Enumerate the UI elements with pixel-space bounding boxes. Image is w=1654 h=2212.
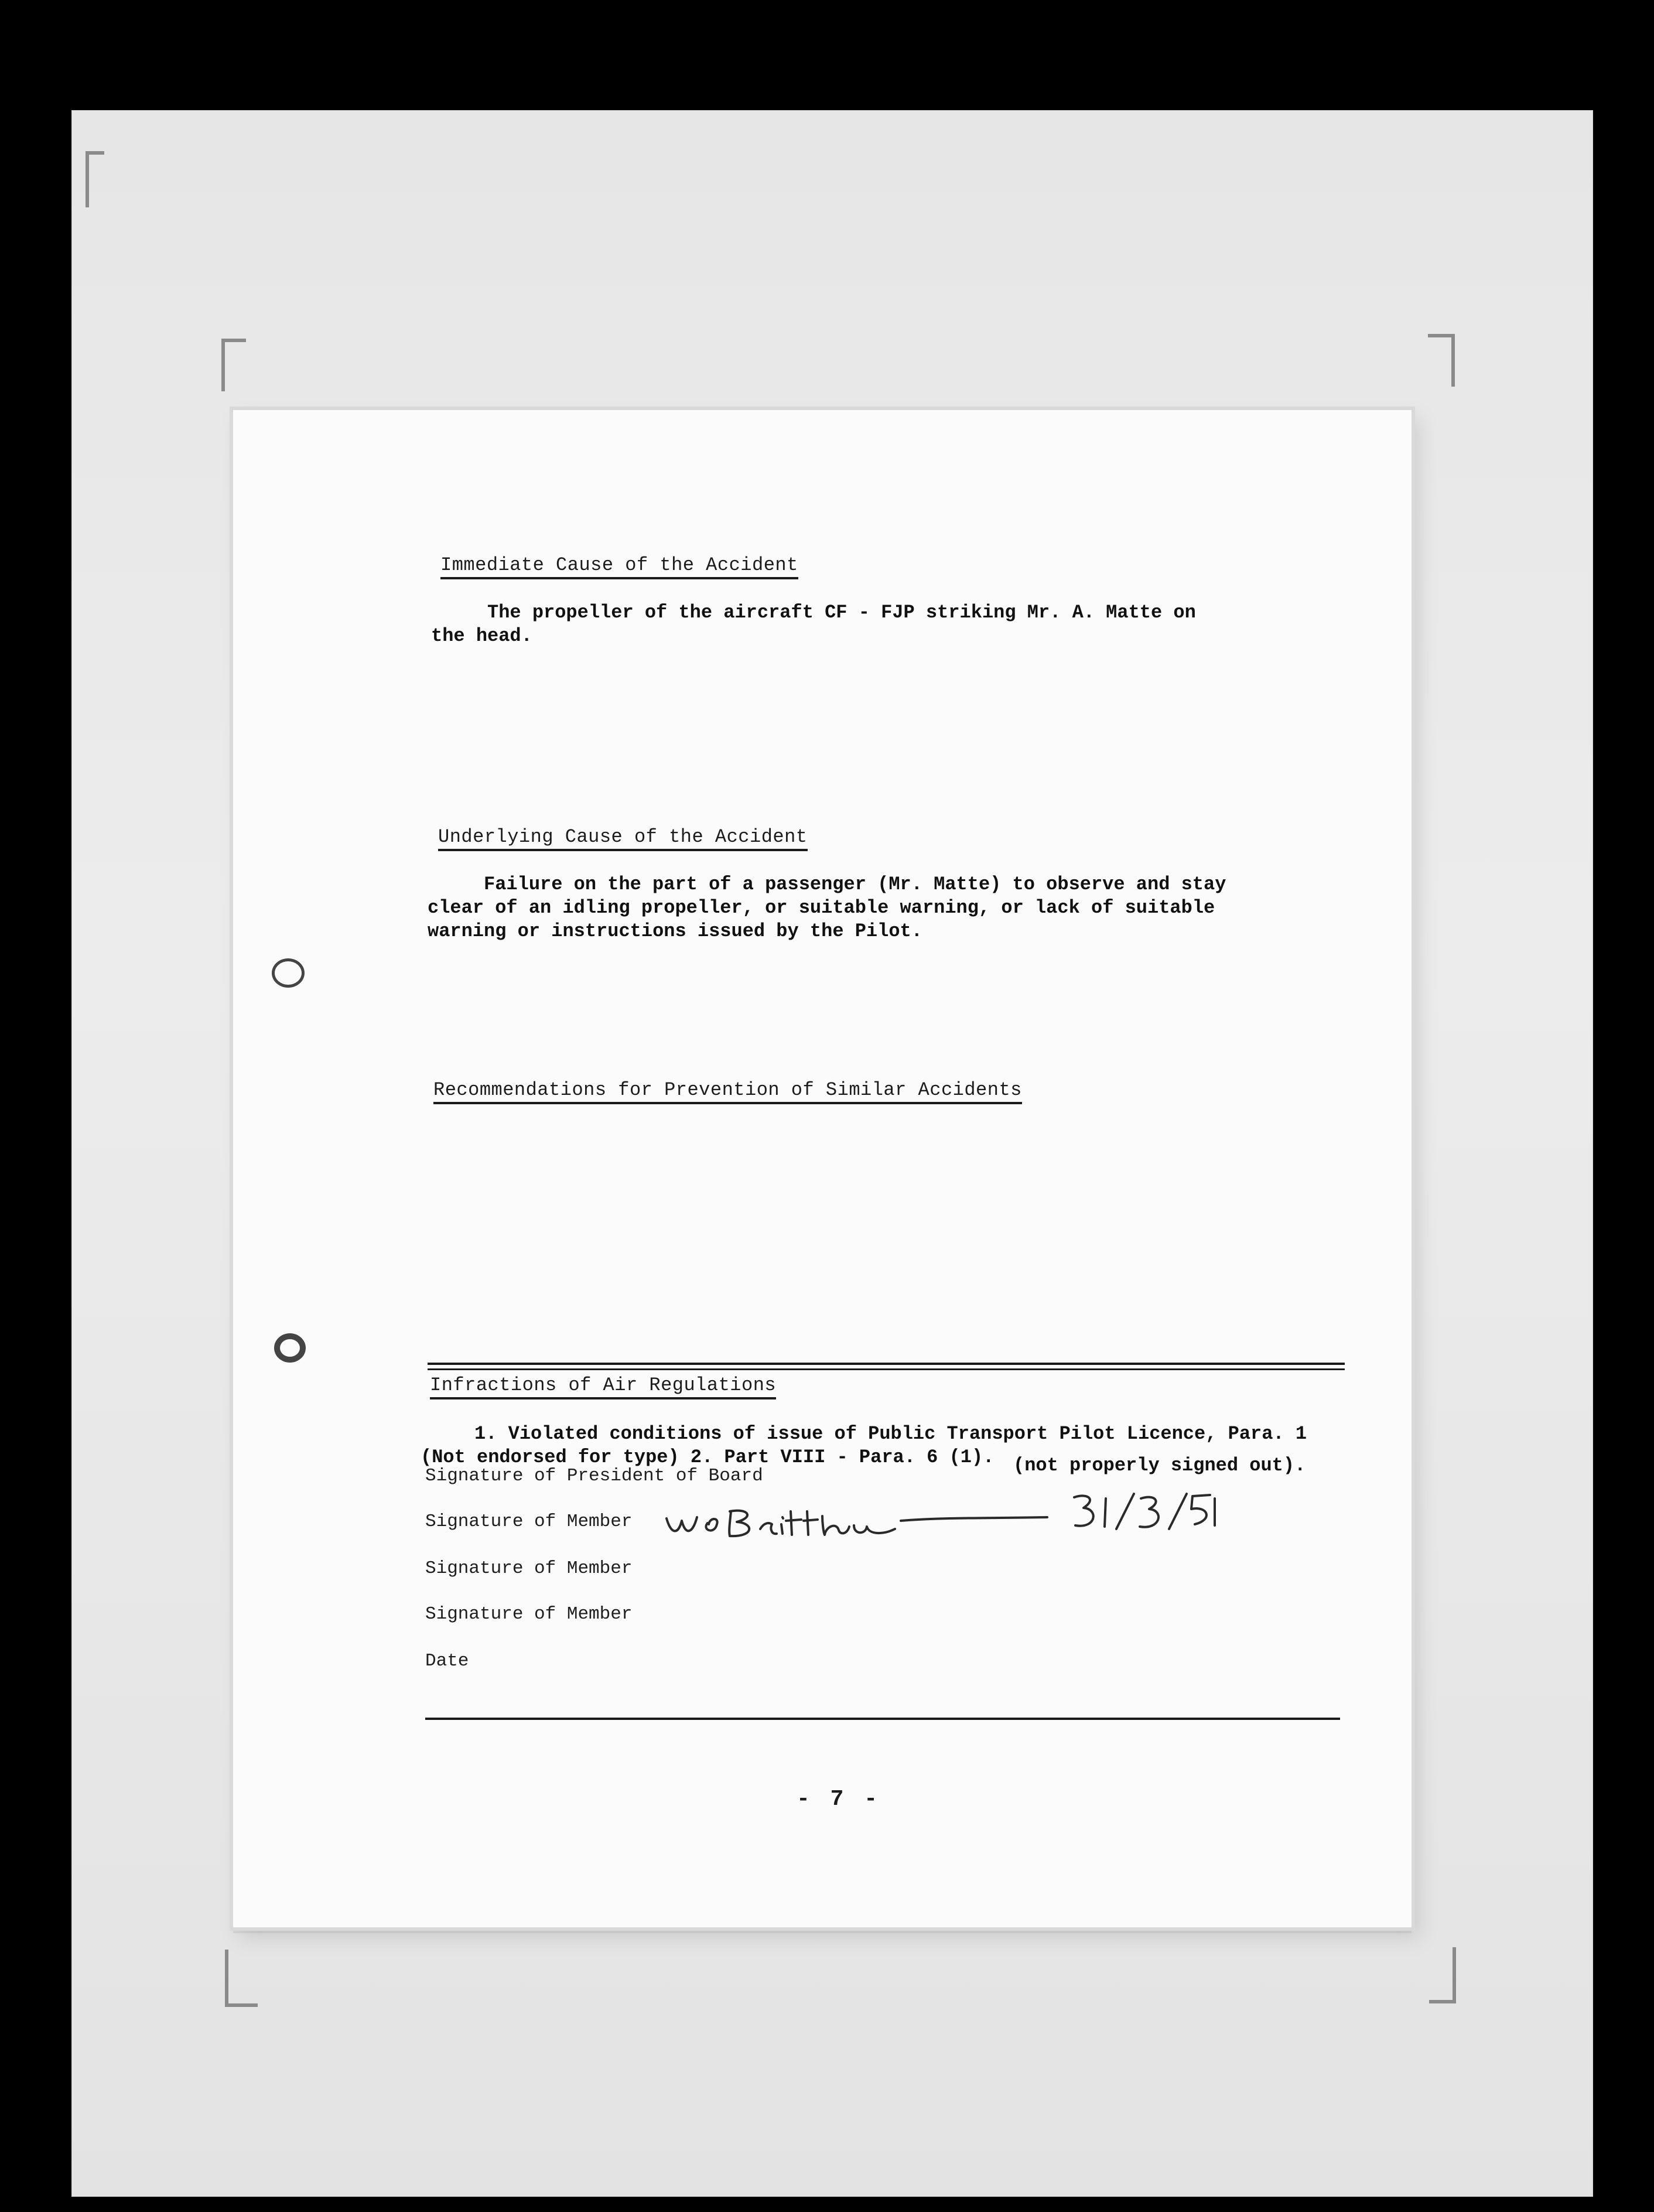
crop-mark-bottom-right	[1429, 1947, 1456, 2003]
infractions-top-rule-2	[428, 1368, 1345, 1370]
punch-hole-upper	[272, 958, 305, 988]
infractions-line-2: (Not endorsed for type) 2. Part VIII - Para. 6 (1).	[421, 1446, 995, 1468]
crop-mark-top-left	[221, 339, 246, 391]
signature-member-label-3: Signature of Member	[425, 1604, 633, 1624]
immediate-cause-line-2: the head.	[431, 625, 532, 647]
document-page	[233, 410, 1412, 1927]
signature-bottom-rule	[425, 1718, 1340, 1720]
underlying-cause-line-2: clear of an idling propeller, or suitable warning, or lack of suitable	[428, 897, 1215, 919]
infractions-heading: Infractions of Air Regulations	[430, 1374, 776, 1399]
signature-president-label: Signature of President of Board	[425, 1466, 763, 1486]
page-number: - 7 -	[797, 1787, 881, 1812]
crop-mark-top-left-outer	[86, 151, 104, 207]
infractions-top-rule	[428, 1363, 1345, 1365]
immediate-cause-line-1: The propeller of the aircraft CF - FJP striking Mr. A. Matte on	[487, 602, 1196, 623]
crop-mark-top-right	[1428, 334, 1455, 387]
date-label: Date	[425, 1651, 469, 1671]
underlying-cause-heading: Underlying Cause of the Accident	[438, 826, 808, 851]
crop-mark-bottom-left	[225, 1950, 258, 2007]
signature-member-label-1: Signature of Member	[425, 1511, 633, 1532]
infractions-line-2-suffix: (not properly signed out).	[1013, 1455, 1306, 1476]
underlying-cause-line-3: warning or instructions issued by the Pilot.	[428, 920, 922, 942]
signature-member-label-2: Signature of Member	[425, 1558, 633, 1579]
handwritten-signature	[661, 1488, 1223, 1552]
recommendations-heading: Recommendations for Prevention of Similar Accidents	[433, 1079, 1022, 1104]
immediate-cause-heading: Immediate Cause of the Accident	[440, 554, 798, 579]
punch-hole-lower	[274, 1333, 306, 1363]
infractions-line-1: 1. Violated conditions of issue of Public Transport Pilot Licence, Para. 1	[474, 1423, 1307, 1445]
underlying-cause-line-1: Failure on the part of a passenger (Mr. Matte) to observe and stay	[484, 873, 1226, 895]
